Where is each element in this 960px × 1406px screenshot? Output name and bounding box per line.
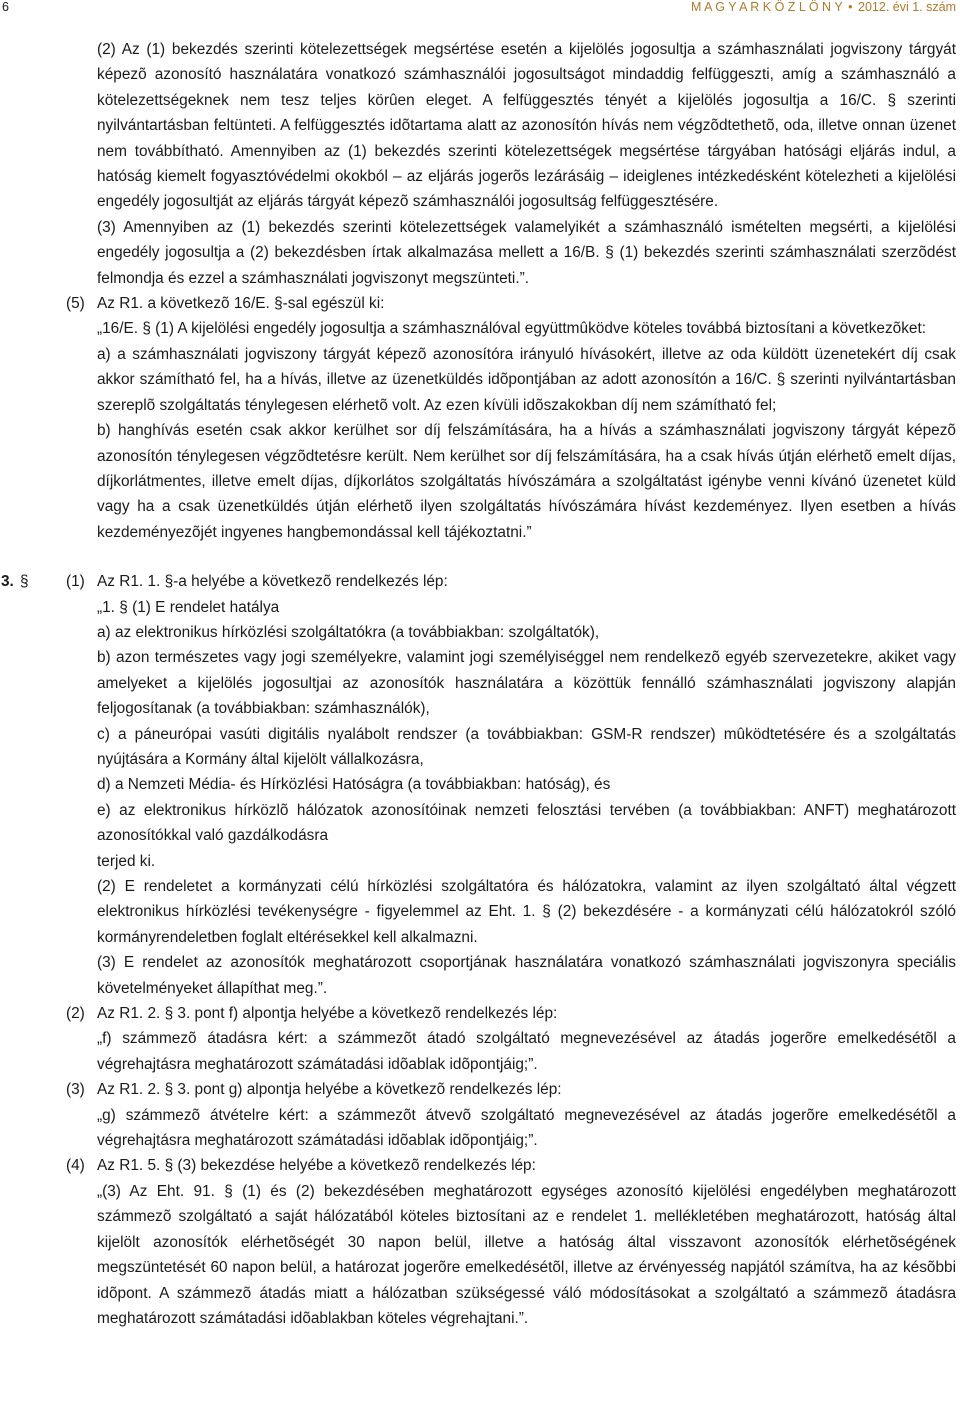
numbered-paragraph — [0, 291, 960, 316]
section-sign: § — [20, 573, 29, 591]
paragraph — [0, 1103, 960, 1154]
section-paragraph — [0, 569, 960, 594]
paragraph-text: „1. § (1) E rendelet hatálya — [97, 598, 280, 616]
paragraph-text: c) a páneurópai vasúti digitális nyalábolt rendszer (a továbbiakban: GSM-R rendszer) mûködtetésére és a szolgáltatás nyújtására a Kormány által kijelölt vállalkozásra, — [97, 725, 956, 768]
paragraph-text: Az R1. 2. § 3. pont f) alpontja helyébe a következõ rendelkezés lép: — [97, 1005, 558, 1023]
paragraph-text: b) hanghívás esetén csak akkor kerülhet sor díj felszámítására, ha a hívás a számhasználati jogviszony tárgyát képezõ azonosítón ténylegesen végzõdtetésre került. Nem kerülhet sor díj felszámítására, ha a csak hívás útján elérhetõ emelt díjas, díjkorlátmentes, illetve emelt díjas, díjkorlátos szolgáltatás hívószámára a szolgáltatást igénybe venni kívánó üzenetet küld vagy ha a csak üzenetküldés útján elérhetõ ilyen szolgáltatás hívószámára hívást kezdeményez. Ilyen esetben a hívás kezdeményezõjét ingyenes hangbemondással kell tájékoztatni.” — [97, 422, 956, 541]
paragraph — [0, 772, 960, 797]
numbered-paragraph — [0, 1077, 960, 1102]
paragraph-text: Az R1. a következõ 16/E. §-sal egészül ki: — [97, 295, 385, 313]
paragraph — [0, 418, 960, 545]
paragraph-text: (2) E rendeletet a kormányzati célú hírközlési szolgáltatóra és hálózatokra, valamint az ilyen szolgáltató által végzett elektronikus hírközlési tevékenységre - figyelemmel az Eht. 1. § (2) bekezdésére - a kormányzati célú hálózatokról szóló kormányrendeletben foglalt eltérésekkel kell alkalmazni. — [97, 878, 956, 946]
numbered-paragraph — [0, 1001, 960, 1026]
document-body — [0, 37, 960, 1331]
paragraph-text: (3) Amennyiben az (1) bekezdés szerinti kötelezettségek valamelyikét a számhasználó ismételten megsérti, a kijelölési engedély jogosultja a (2) bekezdésben írtak alkalmazása mellett a 16/B. § (1) bekezdés szerinti számhasználati szerzõdést felmondja és ezzel a számhasználati jogviszonyt megszünteti.”. — [97, 218, 956, 287]
subsection-mark: (3) — [66, 1081, 85, 1099]
journal-title: M A G Y A R K Ö Z L Ö N Y — [690, 0, 843, 14]
paragraph — [0, 1179, 960, 1331]
paragraph-text: „f) számmezõ átadásra kért: a számmezõt átadó szolgáltató megnevezésével az átadás jogerõre emelkedésétõl a végrehajtásra meghatározott számátadási idõablak idõpontjáig;”. — [97, 1030, 956, 1073]
paragraph — [0, 722, 960, 773]
section-gap — [0, 545, 960, 569]
paragraph-text: a) a számhasználati jogviszony tárgyát képezõ azonosítóra irányuló hívásokért, illetve az oda küldött üzenetekért díj csak akkor számítható fel, ha a hívás, illetve az üzenetküldés idõpontjában az adott azonosítón a 16/C. § szerinti nyilvántartásban szereplõ szolgáltatás ténylegesen elérhetõ volt. Az ezen kívüli idõszakokban díj nem számítható fel; — [97, 345, 956, 414]
paragraph-text: d) a Nemzeti Média- és Hírközlési Hatóságra (a továbbiakban: hatóság), és — [97, 776, 611, 794]
paragraph-text: (3) E rendelet az azonosítók meghatározott csoportjának használatára vonatkozó számhasználati jogviszonyra speciális követelményeket állapíthat meg.”. — [97, 954, 956, 997]
paragraph — [0, 874, 960, 950]
page-number: 6 — [2, 0, 9, 14]
page-header — [0, 0, 960, 20]
subsection-mark: (4) — [66, 1157, 85, 1175]
paragraph-text: „(3) Az Eht. 91. § (1) és (2) bekezdésében meghatározott egységes azonosító kijelölési engedélyben meghatározott számmezõ szolgáltató a saját hálózatából köteles biztosítani az e rendelet 1. mellékletében meghatározott, hatóság által kijelölt azonosítók elérhetõségét 30 napon belül, illetve a hatóság által visszavont azonosítók elérhetõségének megszüntetését 60 napon belül, a határozat jogerõre emelkedésétõl, illetve az érvényesség napjától számítva, ha az késõbbi idõpont. A számmezõ átadás miatt a hálózatban szükségessé váló módosításokat a szolgáltató a számmezõ átadásra meghatározott számátadási idõablakban köteles végrehajtani.”. — [97, 1182, 956, 1327]
running-head — [691, 0, 956, 14]
paragraph — [0, 645, 960, 721]
subsection-mark: (5) — [66, 295, 85, 313]
paragraph — [0, 316, 960, 341]
paragraph — [0, 37, 960, 215]
paragraph — [0, 849, 960, 874]
paragraph-text: terjed ki. — [97, 852, 156, 870]
paragraph-text: e) az elektronikus hírközlõ hálózatok azonosítóinak nemzeti felosztási tervében (a továbbiakban: ANFT) meghatározott azonosítókkal való gazdálkodásra — [97, 801, 956, 845]
paragraph-text: b) azon természetes vagy jogi személyekre, valamint jogi személyiséggel nem rendelkezõ egyéb szervezetekre, akiket vagy amelyeket a kijelölés jogosultjai az azonosítók használatára a közöttük fennálló számhasználati jogviszony alapján feljogosítanak (a továbbiakban: számhasználók), — [97, 649, 956, 718]
paragraph-text: „16/E. § (1) A kijelölési engedély jogosultja a számhasználóval együttmûködve köteles továbbá biztosítani a következõket: — [97, 320, 927, 338]
paragraph-text: (2) Az (1) bekezdés szerinti kötelezettségek megsértése esetén a kijelölés jogosultja a számhasználati jogviszony tárgyát képezõ azonosító használatára vonatkozó számhasználói jogosultságot mindaddig felfüggeszti, amíg a számhasználó a kötelezettségeknek nem tesz teljes körûen eleget. A felfüggesztés tényét a kijelölés jogosultja a 16/C. § szerinti nyilvántartásban feltünteti. A felfüggesztés idõtartama alatt az azonosítón hívás nem végzõdtethetõ, oda, illetve onnan üzenet nem továbbítható. Amennyiben az (1) bekezdés szerinti kötelezettségek megsértése tárgyában hatósági eljárás indul, a hatóság kiemelt fogyasztóvédelmi okokból – az eljárás jogerõs lezárásáig – ideiglenes intézkedésként kötelezheti a kijelölési engedély jogosultját az eljárás tárgyát képezõ számhasználói jogosultság felfüggesztésére. — [97, 41, 956, 211]
section-number: 3. — [1, 573, 14, 591]
paragraph-text: „g) számmezõ átvételre kért: a számmezõt átvevõ szolgáltató megnevezésével az átadás jogerõre emelkedésétõl a végrehajtásra meghatározott számátadási idõablak idõpontjáig;”. — [97, 1106, 956, 1150]
header-bullet: • — [848, 0, 853, 14]
paragraph-text: a) az elektronikus hírközlési szolgáltatókra (a továbbiakban: szolgáltatók), — [97, 623, 600, 641]
subsection-mark: (2) — [66, 1005, 85, 1023]
paragraph-text: Az R1. 2. § 3. pont g) alpontja helyébe a következõ rendelkezés lép: — [97, 1081, 562, 1099]
paragraph-text: Az R1. 1. §-a helyébe a következõ rendelkezés lép: — [97, 573, 448, 591]
subsection-mark: (1) — [66, 573, 85, 591]
paragraph-text: Az R1. 5. § (3) bekezdése helyébe a következõ rendelkezés lép: — [97, 1157, 536, 1175]
paragraph — [0, 215, 960, 291]
paragraph — [0, 1026, 960, 1077]
paragraph — [0, 798, 960, 849]
paragraph — [0, 950, 960, 1001]
paragraph — [0, 342, 960, 418]
issue-label: 2012. évi 1. szám — [858, 0, 956, 14]
paragraph — [0, 595, 960, 620]
paragraph — [0, 620, 960, 645]
numbered-paragraph — [0, 1153, 960, 1178]
